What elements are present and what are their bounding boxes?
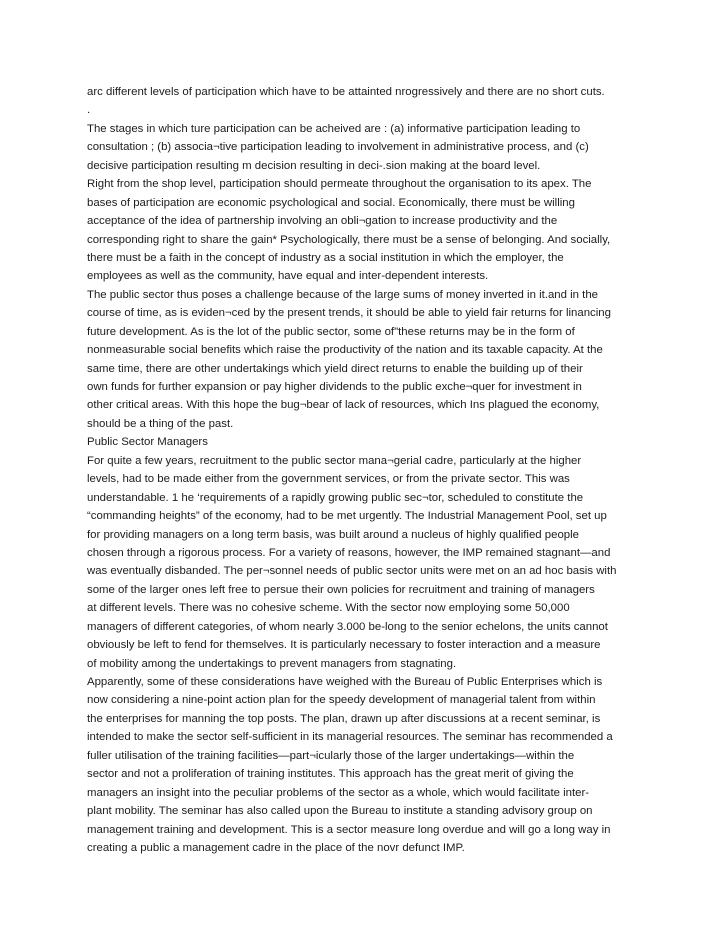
text-line: intended to make the sector self-sufficient in its managerial resources. The seminar has recommended a (87, 731, 613, 744)
text-line: plant mobility. The seminar has also called upon the Bureau to institute a standing advisory group on (87, 805, 593, 818)
text-line: of mobility among the undertakings to prevent managers from stagnating. (87, 657, 457, 670)
text-line: employees as well as the community, have equal and inter-dependent interests. (87, 270, 489, 283)
text-line: For quite a few years, recruitment to the public sector mana¬gerial cadre, particularly at the higher (87, 454, 582, 467)
text-line: course of time, as is eviden¬ced by the present trends, it should be able to yield fair returns for linancing (87, 307, 611, 320)
text-line: understandable. 1 he ‘requirements of a rapidly growing public sec¬tor, scheduled to constitute the (87, 491, 584, 504)
text-line: decisive participation resulting m decision resulting in deci-.sion making at the board level. (87, 159, 541, 172)
text-line: The public sector thus poses a challenge because of the large sums of money inverted in it.and in the (87, 288, 598, 301)
text-line: same time, there are other undertakings which yield direct returns to enable the building up of their (87, 362, 583, 375)
text-line: should be a thing of the past. (87, 417, 234, 430)
text-line: levels, had to be made either from the government services, or from the private sector. This was (87, 473, 570, 486)
text-line: nonmeasurable social benefits which raise the productivity of the nation and its taxable capacity. At the (87, 344, 603, 357)
text-line: bases of participation are economic psychological and social. Economically, there must be willing (87, 196, 575, 209)
text-line: sector and not a proliferation of training institutes. This approach has the great merit of giving the (87, 768, 574, 781)
text-line: future development. As is the lot of the public sector, some of"these returns may be in the form of (87, 325, 575, 338)
text-line: acceptance of the idea of partnership involving an obli¬gation to increase productivity and the (87, 215, 558, 228)
text-line: management training and development. This is a sector measure long overdue and will go a long way in (87, 823, 611, 836)
text-line: “commanding heights” of the economy, had to be met urgently. The Industrial Management Pool, set up (87, 510, 607, 523)
text-line: now considering a nine-point action plan for the speedy development of managerial talent from within (87, 694, 596, 707)
text-line: managers of different categories, of whom nearly 3.000 be-long to the senior echelons, the units cannot (87, 620, 608, 633)
text-line: Right from the shop level, participation should permeate throughout the organisation to its apex. The (87, 178, 592, 191)
text-line: other critical areas. With this hope the bug¬bear of lack of resources, which Ins plagued the economy, (87, 399, 600, 412)
text-line: consultation ; (b) associa¬tive participation leading to involvement in administrative process, and (c) (87, 141, 589, 154)
text-line: some of the larger ones left free to persue their own policies for recruitment and training of managers (87, 583, 595, 596)
text-line: there must be a faith in the concept of industry as a social institution in which the employer, the (87, 251, 564, 264)
text-line: arc different levels of participation which have to be attainted nrogressively and there are no short cuts. (87, 86, 605, 98)
text-line: The stages in which ture participation can be acheived are : (a) informative participation leading to (87, 122, 581, 135)
text-line: Apparently, some of these considerations have weighed with the Bureau of Public Enterprises which is (87, 676, 603, 688)
text-line: own funds for further expansion or pay higher dividends to the public exche¬quer for investment in (87, 381, 582, 393)
text-line: for providing managers on a long term basis, was built around a nucleus of highly qualified people (87, 528, 579, 541)
text-line: at different levels. There was no cohesive scheme. With the sector now employing some 50,000 (87, 602, 570, 615)
text-line: . (87, 104, 91, 117)
text-line: creating a public a management cadre in the place of the novr defunct IMP. (87, 841, 465, 854)
text-line: the enterprises for manning the top posts. The plan, drawn up after discussions at a recent seminar, is (87, 712, 601, 725)
text-line: was eventually disbanded. The per¬sonnel needs of public sector units were met on an ad hoc basis with (87, 565, 617, 578)
text-line: corresponding right to share the gain* Psychologically, there must be a sense of belonging. And socially, (87, 233, 611, 246)
section-heading: Public Sector Managers (87, 436, 208, 449)
document-body (87, 83, 657, 857)
text-line: managers an insight into the peculiar problems of the sector as a whole, which would facilitate inter- (87, 786, 590, 799)
text-line: chosen through a rigorous process. For a variety of reasons, however, the IMP remained stagnant—and (87, 546, 611, 559)
text-line: obviously be left to fend for themselves. It is particularly necessary to foster interaction and a measure (87, 639, 601, 652)
text-line: fuller utilisation of the training facilities—part¬icularly those of the larger undertakings—within the (87, 749, 575, 762)
